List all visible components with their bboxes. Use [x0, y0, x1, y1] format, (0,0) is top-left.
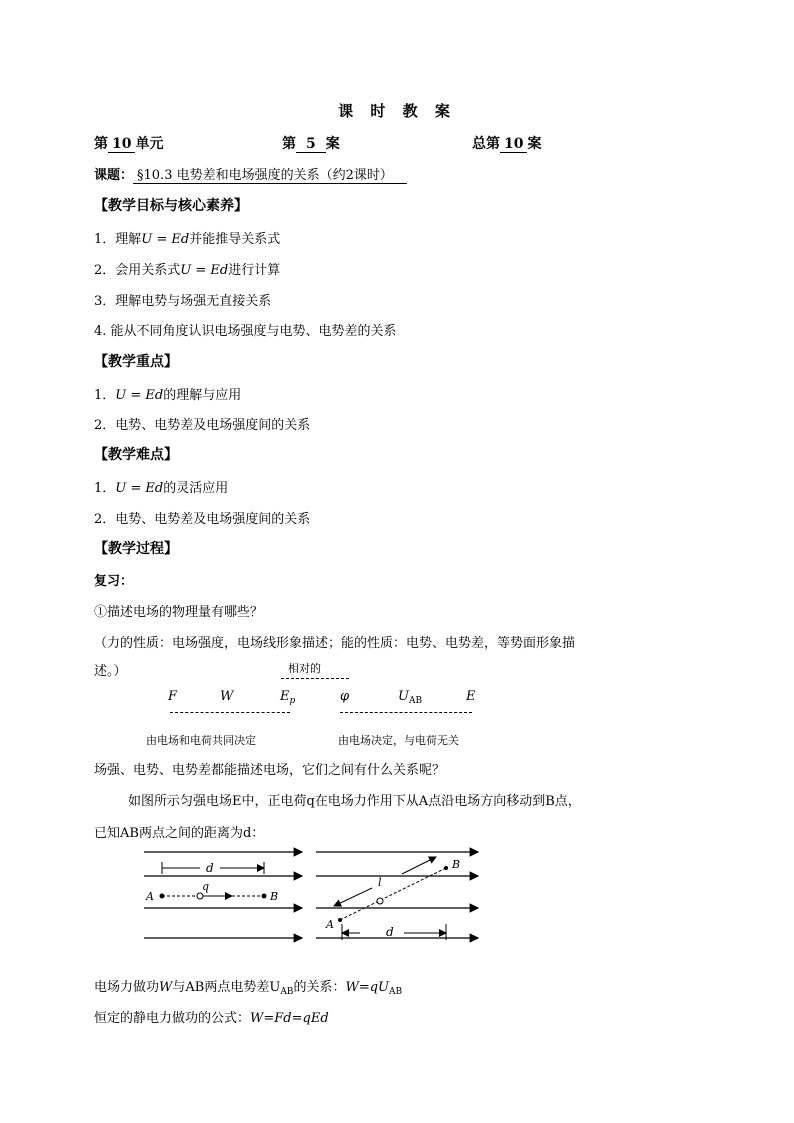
- difficult-item: 1．U = Ed的灵活应用: [94, 481, 229, 496]
- right-l-arrow-left: [334, 888, 372, 906]
- right-point-B: [444, 866, 448, 870]
- goal-item: 3．理解电势与场强无直接关系: [94, 294, 272, 309]
- symbol-UAB: $U_{AB}$: [398, 689, 423, 706]
- work-relation: 电场力做功W与AB两点电势差$U_{AB}$的关系：$W=qU_{AB}$: [94, 980, 403, 997]
- left-A-label: A: [146, 890, 154, 903]
- page-title: 课 时 教 案: [338, 102, 456, 120]
- goal-item: 4. 能从不同角度认识电场强度与电势、电势差的关系: [94, 324, 397, 339]
- left-d-label: d: [206, 861, 214, 875]
- group-dash-left: [170, 712, 290, 713]
- symbol-E: E: [466, 689, 476, 704]
- left-q-label: q: [202, 880, 210, 893]
- paragraph-line2: 已知AB两点之间的距离为d：: [94, 826, 265, 841]
- goal-item: 1．理解U = Ed并能推导关系式: [94, 232, 281, 247]
- review-heading: 复习：: [94, 574, 134, 589]
- relative-dash: [281, 678, 349, 679]
- right-l-arrow-right: [402, 857, 436, 874]
- caption-right: 由电场决定，与电荷无关: [338, 734, 459, 747]
- symbol-Ep: $E_p$: [280, 689, 296, 706]
- review-question: ①描述电场的物理量有哪些？: [94, 605, 264, 620]
- review-answer-line1: （力的性质：电场强度，电场线形象描述；能的性质：电势、电势差，等势面形象描: [94, 636, 576, 651]
- right-point-A: [338, 918, 342, 922]
- formula: U = Ed: [115, 388, 164, 403]
- difficult-item: 2．电势、电势差及电场强度间的关系: [94, 512, 311, 527]
- left-point-B: [262, 894, 267, 899]
- right-d-label: d: [386, 925, 394, 939]
- caption-left: 由电场和电荷共同决定: [146, 734, 256, 747]
- group-dash-right: [340, 712, 472, 713]
- left-charge: [197, 893, 203, 899]
- topic-text: §10.3 电势差和电场强度的关系（约2课时）: [133, 168, 407, 184]
- unit-number: 第 10 单元: [94, 136, 164, 152]
- symbol-F: F: [168, 689, 178, 704]
- section-process: 【教学过程】: [94, 541, 178, 557]
- symbol-W: W: [220, 689, 234, 704]
- right-A-label: A: [326, 918, 334, 931]
- paragraph-line1: 如图所示匀强电场E中，正电荷q在电场力作用下从A点沿电场方向移动到B点，: [128, 794, 581, 809]
- topic-line: [94, 164, 407, 183]
- formula: U = Ed: [141, 232, 190, 247]
- review-answer-line2: 述。）: [94, 664, 127, 679]
- section-key-points: 【教学重点】: [94, 354, 178, 370]
- section-difficult-points: 【教学难点】: [94, 447, 178, 463]
- left-point-A: [160, 894, 165, 899]
- symbol-phi: φ: [340, 689, 350, 704]
- key-item: 1．U = Ed的理解与应用: [94, 388, 242, 403]
- relation-question: 场强、电势、电势差都能描述电场，它们之间有什么关系呢？: [94, 763, 446, 778]
- left-field-lines: [144, 852, 302, 938]
- section-goals: 【教学目标与核心素养】: [94, 198, 248, 214]
- goal-item: 2．会用关系式U = Ed进行计算: [94, 263, 281, 278]
- constant-force-work: 恒定的静电力做功的公式：W=Fd=qEd: [94, 1011, 329, 1026]
- topic-label: 课题：: [94, 168, 134, 183]
- left-B-label: B: [270, 890, 279, 903]
- formula: U = Ed: [115, 481, 164, 496]
- right-charge: [377, 898, 383, 904]
- total-number: 总第 10 案: [472, 136, 542, 152]
- right-B-label: B: [452, 858, 461, 871]
- relative-label: 相对的: [288, 662, 321, 675]
- key-item: 2．电势、电势差及电场强度间的关系: [94, 418, 311, 433]
- formula: U = Ed: [180, 263, 229, 278]
- lesson-number: 第 5 案: [282, 136, 340, 152]
- right-l-label: l: [378, 876, 382, 889]
- field-figure: [140, 840, 490, 950]
